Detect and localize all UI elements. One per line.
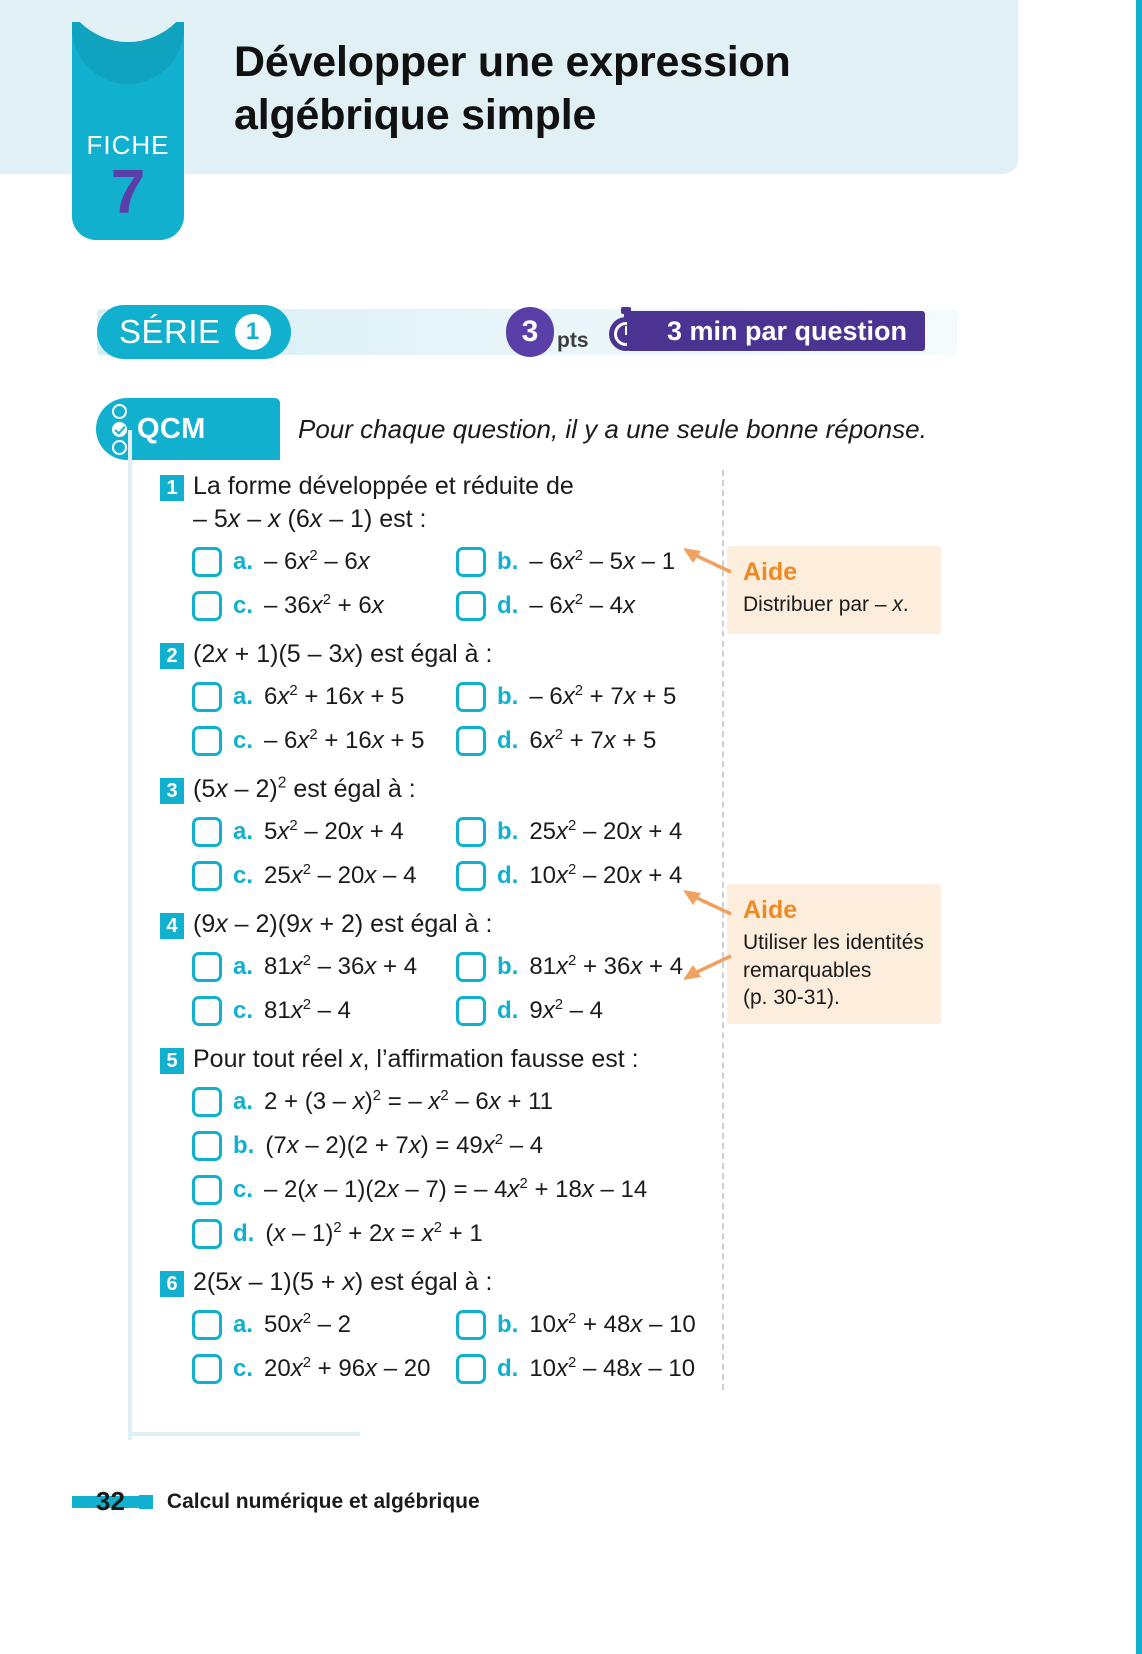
question-text: La forme développée et réduite de – 5x – x (6x – 1) est :: [193, 472, 574, 533]
answer-option[interactable]: [192, 989, 456, 1033]
checkbox-icon[interactable]: [192, 1219, 222, 1249]
question-number: 1: [160, 475, 184, 501]
serie-pill: [97, 305, 291, 359]
fiche-label: FICHE: [86, 130, 170, 160]
aide-arrow-2a-icon: [681, 884, 733, 918]
qcm-row: [96, 398, 927, 460]
question: [160, 908, 720, 1033]
option-text: – $36x^2 + 6x$: [264, 592, 384, 619]
fiche-tab: [72, 22, 184, 240]
aide-arrow-2b-icon: [681, 952, 733, 986]
option-text: $81x^2 - 36x + 4$: [264, 953, 418, 980]
option-text: – $6x^2 - 5x - 1$: [529, 548, 676, 575]
answer-option[interactable]: [192, 584, 456, 628]
option-letter: b.: [497, 1311, 519, 1338]
aide-body: Distribuer par – x.: [743, 593, 909, 616]
checkbox-icon[interactable]: [456, 952, 486, 982]
answer-option[interactable]: [192, 1347, 456, 1391]
option-text: 2 + (3 – x)$^2$ = – $x^2 - 6x + 11$: [264, 1088, 553, 1115]
question-number: 6: [160, 1271, 184, 1297]
option-letter: a.: [233, 953, 254, 980]
answer-option[interactable]: [192, 1168, 720, 1212]
question-text: (2x + 1)(5 – 3x) est égal à :: [193, 640, 493, 668]
option-letter: c.: [233, 727, 254, 754]
option-letter: a.: [233, 683, 254, 710]
question-text: 2(5x – 1)(5 + x) est égal à :: [193, 1268, 493, 1296]
timer-text: 3 min par question: [627, 311, 925, 351]
footer-square-icon: [139, 1495, 153, 1509]
option-letter: a.: [233, 1088, 254, 1115]
checkbox-icon[interactable]: [192, 817, 222, 847]
answer-option[interactable]: [192, 540, 456, 584]
option-text: $25x^2 - 20x - 4$: [264, 862, 417, 889]
answer-option[interactable]: [456, 719, 720, 763]
aide-title: Aide: [743, 558, 798, 586]
checkbox-icon[interactable]: [456, 591, 486, 621]
option-letter: d.: [497, 592, 519, 619]
left-rail: [128, 430, 132, 1440]
checkbox-icon[interactable]: [456, 547, 486, 577]
option-letter: a.: [233, 1311, 254, 1338]
checkbox-icon[interactable]: [456, 861, 486, 891]
page-number: 32: [96, 1486, 125, 1516]
question-number: 4: [160, 913, 184, 939]
question-text: Pour tout réel x, l’affirmation fausse est :: [193, 1045, 639, 1073]
option-text: – $6x^2 + 7x + 5$: [529, 683, 677, 710]
option-text: $25x^2 - 20x + 4$: [529, 818, 683, 845]
option-text: $10x^2 - 20x + 4$: [529, 862, 683, 889]
checkbox-icon[interactable]: [192, 952, 222, 982]
option-text: $81x^2 - 4$: [264, 997, 352, 1024]
option-group: [160, 540, 720, 628]
option-text: $10x^2 - 48x - 10$: [529, 1355, 696, 1382]
question-header: [160, 1043, 720, 1076]
answer-option[interactable]: [192, 945, 456, 989]
option-group: [160, 1303, 720, 1391]
question: [160, 1266, 720, 1391]
checkbox-icon[interactable]: [456, 1310, 486, 1340]
question-text: (5x – 2)$^2$ est égal à :: [193, 774, 416, 803]
option-text: $6x^2 + 7x + 5$: [529, 727, 657, 754]
option-letter: d.: [233, 1220, 255, 1247]
option-group: [160, 675, 720, 763]
serie-label: SÉRIE: [119, 313, 221, 350]
option-letter: b.: [497, 953, 519, 980]
qcm-dot-1: [112, 404, 127, 419]
option-text: $81x^2 + 36x + 4$: [529, 953, 684, 980]
question: [160, 1043, 720, 1256]
aide-arrow-1-icon: [681, 542, 733, 576]
option-letter: c.: [233, 1176, 254, 1203]
answer-option[interactable]: [456, 1347, 720, 1391]
answer-option[interactable]: [456, 584, 720, 628]
answer-option[interactable]: [192, 675, 456, 719]
aide-box-2: [727, 884, 941, 1024]
checkbox-icon[interactable]: [192, 861, 222, 891]
question-header: [160, 773, 720, 806]
option-letter: d.: [497, 997, 519, 1024]
option-letter: b.: [497, 818, 519, 845]
answer-option[interactable]: [192, 719, 456, 763]
option-letter: b.: [497, 683, 519, 710]
points-badge: 3: [506, 307, 554, 357]
option-letter: d.: [497, 862, 519, 889]
answer-option[interactable]: [456, 1303, 720, 1347]
qcm-badge: [96, 398, 280, 460]
checkbox-icon[interactable]: [192, 682, 222, 712]
question-number: 3: [160, 778, 184, 804]
checkbox-icon[interactable]: [192, 547, 222, 577]
checkbox-icon[interactable]: [456, 682, 486, 712]
qcm-instruction: Pour chaque question, il y a une seule bonne réponse.: [298, 413, 927, 444]
page-title: [234, 36, 954, 143]
left-rail-foot: [128, 1432, 360, 1436]
checkbox-icon[interactable]: [192, 591, 222, 621]
option-text: $20x^2 + 96x - 20$: [264, 1355, 431, 1382]
option-letter: c.: [233, 592, 254, 619]
question: [160, 470, 720, 628]
question-list: [160, 470, 720, 1401]
qcm-checklist-icon: [112, 404, 127, 455]
question-header: [160, 638, 720, 671]
page-title-line1: Développer une expression: [234, 38, 791, 86]
option-text: – $6x^2 + 16x + 5$: [264, 727, 425, 754]
option-text: – $6x^2 - 4x$: [529, 592, 636, 619]
answer-option[interactable]: [192, 1124, 720, 1168]
question-header: [160, 470, 720, 536]
answer-option[interactable]: [192, 810, 456, 854]
aide-title: Aide: [743, 896, 798, 924]
question: [160, 773, 720, 898]
option-letter: c.: [233, 997, 254, 1024]
qcm-dot-checked: [112, 422, 127, 437]
qcm-label: QCM: [137, 412, 206, 445]
option-group: [160, 945, 720, 1033]
checkbox-icon[interactable]: [192, 1354, 222, 1384]
option-group: [160, 810, 720, 898]
checkbox-icon[interactable]: [192, 1175, 222, 1205]
question-number: 5: [160, 1048, 184, 1074]
checkbox-icon[interactable]: [456, 726, 486, 756]
aide-box-1: [727, 546, 941, 634]
checkbox-icon[interactable]: [192, 1131, 222, 1161]
serie-bar: [97, 305, 957, 360]
option-text: $9x^2 - 4$: [529, 997, 603, 1024]
qcm-dot-3: [112, 440, 127, 455]
option-text: $(7x - 2)(2 + 7x) = 49x^2 - 4$: [265, 1132, 544, 1159]
fiche-number: 7: [110, 158, 146, 227]
option-letter: c.: [233, 1355, 254, 1382]
footer: [96, 1486, 480, 1517]
option-text: $6x^2 + 16x + 5$: [264, 683, 405, 710]
option-letter: d.: [497, 727, 519, 754]
option-letter: b.: [233, 1132, 255, 1159]
option-text: – $6x^2 - 6x$: [264, 548, 370, 575]
option-letter: b.: [497, 548, 519, 575]
question: [160, 638, 720, 763]
question-header: [160, 908, 720, 941]
option-group: [160, 1080, 720, 1256]
answer-option[interactable]: [192, 1080, 720, 1124]
option-text: $(x - 1)^2 + 2x = x^2 + 1$: [265, 1220, 483, 1247]
option-text: – 2(x – 1)(2x – 7) = – $4x^2 + 18x - 14$: [264, 1176, 648, 1203]
answer-option[interactable]: [192, 854, 456, 898]
checkbox-icon[interactable]: [192, 1310, 222, 1340]
option-text: $10x^2 + 48x - 10$: [529, 1311, 696, 1338]
answer-option[interactable]: [192, 1303, 456, 1347]
option-text: $5x^2 - 20x + 4$: [264, 818, 404, 845]
answer-option[interactable]: [456, 675, 720, 719]
points-label: pts: [557, 329, 589, 352]
question-text: (9x – 2)(9x + 2) est égal à :: [193, 910, 493, 938]
option-letter: a.: [233, 818, 254, 845]
page-title-line2: algébrique simple: [234, 91, 597, 140]
answer-option[interactable]: [456, 989, 720, 1033]
checkbox-icon[interactable]: [192, 726, 222, 756]
option-letter: d.: [497, 1355, 519, 1382]
checkbox-icon[interactable]: [192, 996, 222, 1026]
question-header: [160, 1266, 720, 1299]
checkbox-icon[interactable]: [192, 1087, 222, 1117]
question-number: 2: [160, 643, 184, 669]
option-letter: a.: [233, 548, 254, 575]
footer-section-label: Calcul numérique et algébrique: [166, 1489, 480, 1513]
vertical-dashed-separator: [722, 470, 724, 1390]
serie-number: 1: [235, 314, 271, 350]
checkbox-icon[interactable]: [456, 817, 486, 847]
answer-option[interactable]: [456, 810, 720, 854]
checkbox-icon[interactable]: [456, 996, 486, 1026]
answer-option[interactable]: [192, 1212, 720, 1256]
option-letter: c.: [233, 862, 254, 889]
right-edge-bar: [1136, 0, 1142, 1654]
checkbox-icon[interactable]: [456, 1354, 486, 1384]
option-text: $50x^2 - 2$: [264, 1311, 352, 1338]
aide-body: Utiliser les identités remarquables (p. 30-31).: [743, 931, 924, 1010]
